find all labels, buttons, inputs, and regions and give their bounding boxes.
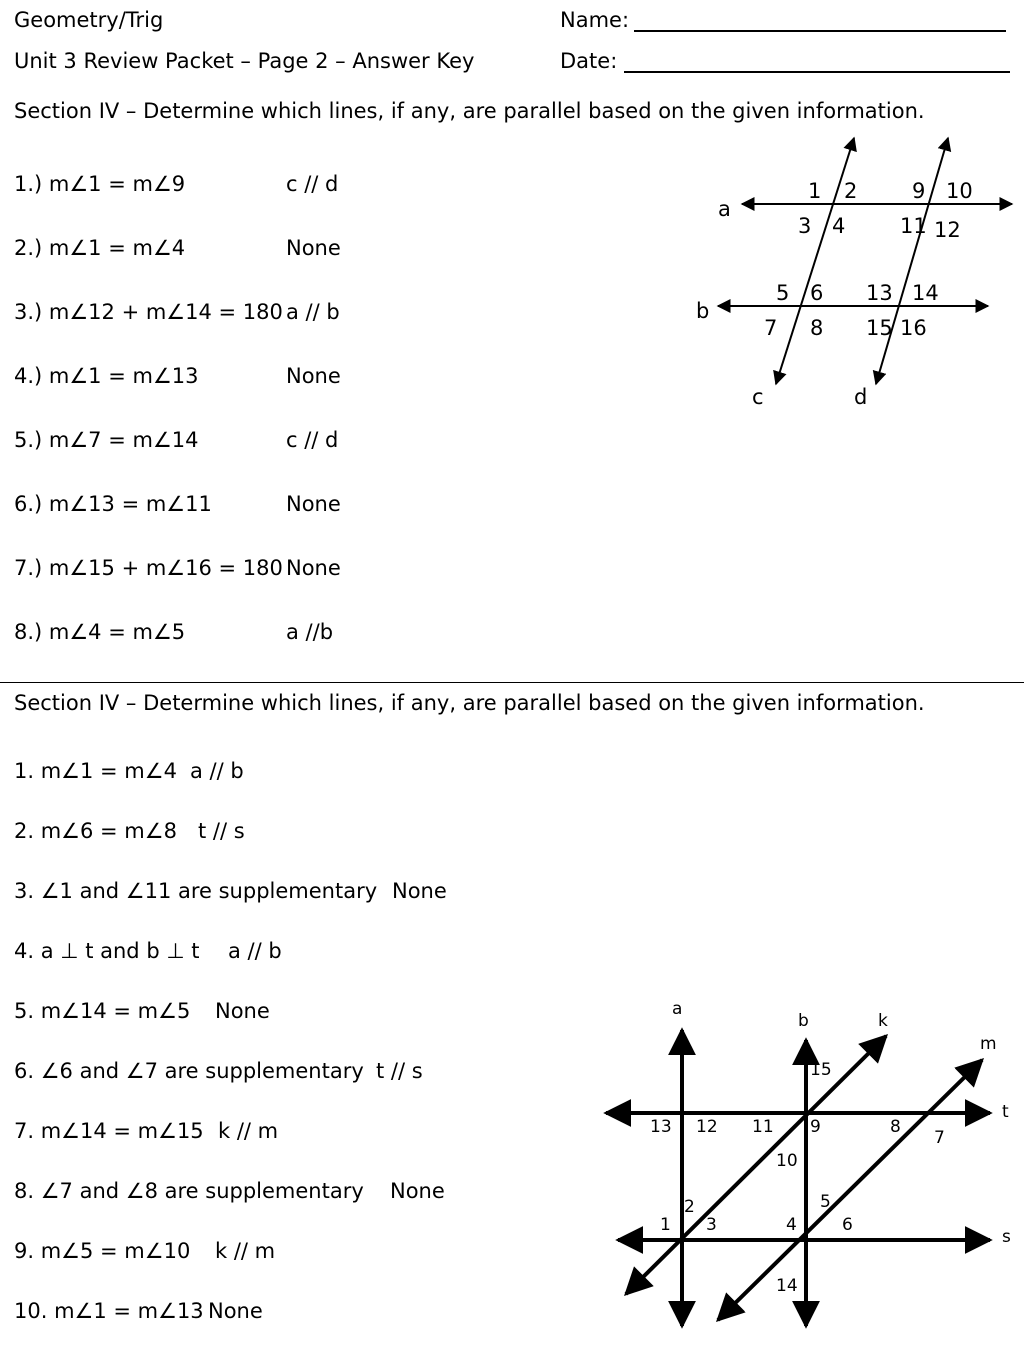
s2-angle-12: 12 xyxy=(696,1117,718,1137)
s2-angle-13: 13 xyxy=(650,1117,672,1137)
label-a-2: a xyxy=(672,999,683,1019)
label-k-2: k xyxy=(878,1011,888,1031)
s2-answer-6: t // s xyxy=(376,1059,423,1083)
s2-answer-4: a // b xyxy=(228,939,282,963)
s1-question-7: 7.) m∠15 + m∠16 = 180 xyxy=(14,556,283,580)
s1-question-4: 4.) m∠1 = m∠13 xyxy=(14,364,199,388)
s2-question-9: 9. m∠5 = m∠10 xyxy=(14,1239,191,1263)
angle-11: 11 xyxy=(900,214,927,238)
s1-answer-5: c // d xyxy=(286,428,339,452)
s1-question-3: 3.) m∠12 + m∠14 = 180 xyxy=(14,300,283,324)
s1-answer-8: a //b xyxy=(286,620,334,644)
s2-question-4: 4. a ⊥ t and b ⊥ t xyxy=(14,939,200,963)
angle-4: 4 xyxy=(832,214,846,238)
section2-heading: Section IV – Determine which lines, if any, are parallel based on the given information. xyxy=(14,691,925,715)
s2-angle-1: 1 xyxy=(660,1215,671,1235)
s2-angle-7: 7 xyxy=(934,1128,945,1148)
s2-answer-2: t // s xyxy=(198,819,245,843)
angle-12: 12 xyxy=(934,218,961,242)
s2-angle-4: 4 xyxy=(786,1215,797,1235)
angle-7: 7 xyxy=(764,316,778,340)
line-k-2 xyxy=(626,1036,886,1294)
s1-question-1: 1.) m∠1 = m∠9 xyxy=(14,172,186,196)
s2-answer-10: None xyxy=(208,1299,263,1323)
angle-10: 10 xyxy=(946,179,973,203)
section1-heading: Section IV – Determine which lines, if any, are parallel based on the given information. xyxy=(14,99,925,123)
s2-angle-11: 11 xyxy=(752,1117,774,1137)
angle-8: 8 xyxy=(810,316,824,340)
angle-13: 13 xyxy=(866,281,893,305)
s2-angle-14: 14 xyxy=(776,1276,798,1296)
angle-16: 16 xyxy=(900,316,927,340)
s2-angle-8: 8 xyxy=(890,1117,901,1137)
s1-answer-6: None xyxy=(286,492,341,516)
s2-question-7: 7. m∠14 = m∠15 xyxy=(14,1119,204,1143)
s2-question-2: 2. m∠6 = m∠8 xyxy=(14,819,177,843)
s2-angle-5: 5 xyxy=(820,1192,831,1212)
course-title: Geometry/Trig xyxy=(14,8,164,32)
s1-question-6: 6.) m∠13 = m∠11 xyxy=(14,492,212,516)
label-c: c xyxy=(752,385,764,409)
s2-angle-2: 2 xyxy=(684,1197,695,1217)
s2-answer-8: None xyxy=(390,1179,445,1203)
line-m-2 xyxy=(718,1060,982,1320)
s2-question-3: 3. ∠1 and ∠11 are supplementary xyxy=(14,879,378,903)
s2-angle-10: 10 xyxy=(776,1151,798,1171)
label-a: a xyxy=(718,197,731,221)
label-m-2: m xyxy=(980,1034,997,1054)
angle-3: 3 xyxy=(798,214,812,238)
s2-question-10: 10. m∠1 = m∠13 xyxy=(14,1299,204,1323)
s2-angle-6: 6 xyxy=(842,1215,853,1235)
s1-answer-1: c // d xyxy=(286,172,339,196)
s2-angle-9: 9 xyxy=(810,1117,821,1137)
s1-answer-4: None xyxy=(286,364,341,388)
s2-question-1: 1. m∠1 = m∠4 xyxy=(14,759,177,783)
s1-question-2: 2.) m∠1 = m∠4 xyxy=(14,236,186,260)
s2-answer-5: None xyxy=(215,999,270,1023)
s1-answer-3: a // b xyxy=(286,300,340,324)
s2-answer-7: k // m xyxy=(218,1119,279,1143)
s1-question-8: 8.) m∠4 = m∠5 xyxy=(14,620,186,644)
label-b: b xyxy=(696,299,710,323)
name-label: Name: xyxy=(560,8,630,32)
label-s-2: s xyxy=(1002,1227,1011,1247)
angle-6: 6 xyxy=(810,281,824,305)
s2-question-5: 5. m∠14 = m∠5 xyxy=(14,999,191,1023)
s1-answer-7: None xyxy=(286,556,341,580)
s2-answer-9: k // m xyxy=(215,1239,276,1263)
date-label: Date: xyxy=(560,49,618,73)
s2-angle-3: 3 xyxy=(706,1215,717,1235)
angle-5: 5 xyxy=(776,281,790,305)
packet-title: Unit 3 Review Packet – Page 2 – Answer Key xyxy=(14,49,475,73)
s2-angle-15: 15 xyxy=(810,1060,832,1080)
label-b-2: b xyxy=(798,1011,809,1031)
angle-1: 1 xyxy=(808,179,822,203)
angle-14: 14 xyxy=(912,281,939,305)
s2-question-8: 8. ∠7 and ∠8 are supplementary xyxy=(14,1179,364,1203)
s2-question-6: 6. ∠6 and ∠7 are supplementary xyxy=(14,1059,364,1083)
s1-answer-2: None xyxy=(286,236,341,260)
angle-15: 15 xyxy=(866,316,893,340)
angle-9: 9 xyxy=(912,179,926,203)
label-t-2: t xyxy=(1002,1102,1009,1122)
s1-question-5: 5.) m∠7 = m∠14 xyxy=(14,428,199,452)
angle-2: 2 xyxy=(844,179,858,203)
s2-answer-3: None xyxy=(392,879,447,903)
label-d: d xyxy=(854,385,868,409)
s2-answer-1: a // b xyxy=(190,759,244,783)
